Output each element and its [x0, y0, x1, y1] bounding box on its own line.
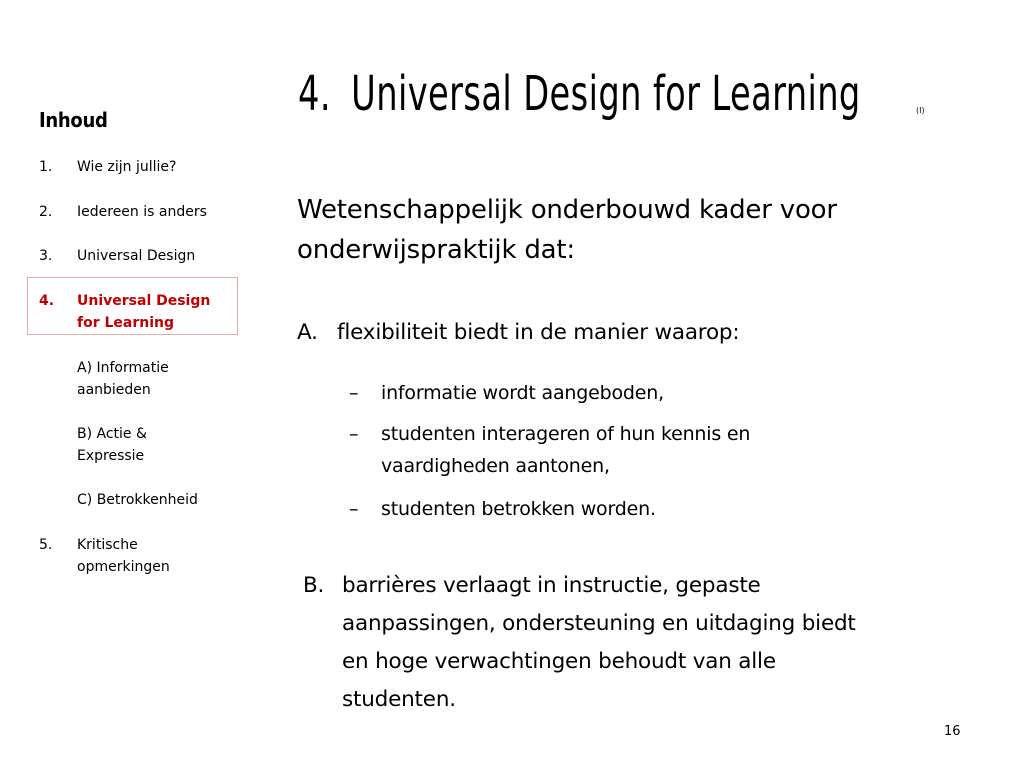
toc-subitem-line: A) Informatie	[77, 360, 169, 376]
sub-point-text: studenten betrokken worden.	[381, 498, 656, 520]
intro-line: onderwijspraktijk dat:	[297, 235, 575, 265]
slide-title	[298, 66, 861, 122]
slide-title-text: Universal Design for Learning	[351, 66, 861, 122]
toc-subitem-line: Expressie	[77, 448, 145, 464]
toc-item-label: Universal Design	[77, 248, 196, 264]
toc-subitem-a[interactable]	[77, 357, 169, 401]
toc-item-label: Kritische	[77, 537, 138, 553]
toc-item-label: Wie zijn jullie?	[77, 159, 177, 175]
dash-bullet: –	[349, 423, 359, 445]
toc-item-number: 3.	[39, 248, 53, 264]
point-a-text: flexibiliteit biedt in de manier waarop:	[337, 320, 740, 345]
toc-subitem-line: aanbieden	[77, 382, 151, 398]
toc-item-number: 1.	[39, 159, 53, 175]
slide-title-superscript: (I)	[916, 106, 925, 115]
toc-subitem-c[interactable]	[77, 489, 198, 511]
toc-subitem-line: C) Betrokkenheid	[77, 492, 198, 508]
point-b-line: en hoge verwachtingen behoudt van alle	[342, 649, 776, 674]
toc-subitem-b[interactable]	[77, 423, 147, 467]
point-a-marker: A.	[297, 320, 318, 345]
toc-item-label: Iedereen is anders	[77, 204, 207, 220]
sub-point-text: studenten interageren of hun kennis en	[381, 423, 751, 445]
intro-line: Wetenschappelijk onderbouwd kader voor	[297, 195, 837, 225]
dash-bullet: –	[349, 498, 359, 520]
sidebar-title: Inhoud	[39, 108, 108, 132]
toc-item-number: 2.	[39, 204, 53, 220]
toc-subitem-line: B) Actie &	[77, 426, 147, 442]
toc-item-label-line2: for Learning	[77, 315, 175, 331]
slide-title-number: 4.	[298, 66, 331, 122]
toc-item-number: 4.	[39, 293, 55, 309]
point-b-line: barrières verlaagt in instructie, gepaste	[342, 573, 761, 598]
point-b-line: aanpassingen, ondersteuning en uitdaging biedt	[342, 611, 856, 636]
sub-point-text: informatie wordt aangeboden,	[381, 382, 664, 404]
point-b-line: studenten.	[342, 687, 456, 712]
page-number: 16	[944, 724, 961, 739]
toc-item-label-line2: opmerkingen	[77, 559, 170, 575]
dash-bullet: –	[349, 382, 359, 404]
toc-item-label: Universal Design	[77, 293, 211, 309]
sub-point-text-line2: vaardigheden aantonen,	[381, 455, 610, 477]
toc-item-number: 5.	[39, 537, 53, 553]
intro-text	[297, 190, 977, 270]
point-b-marker: B.	[303, 573, 325, 598]
